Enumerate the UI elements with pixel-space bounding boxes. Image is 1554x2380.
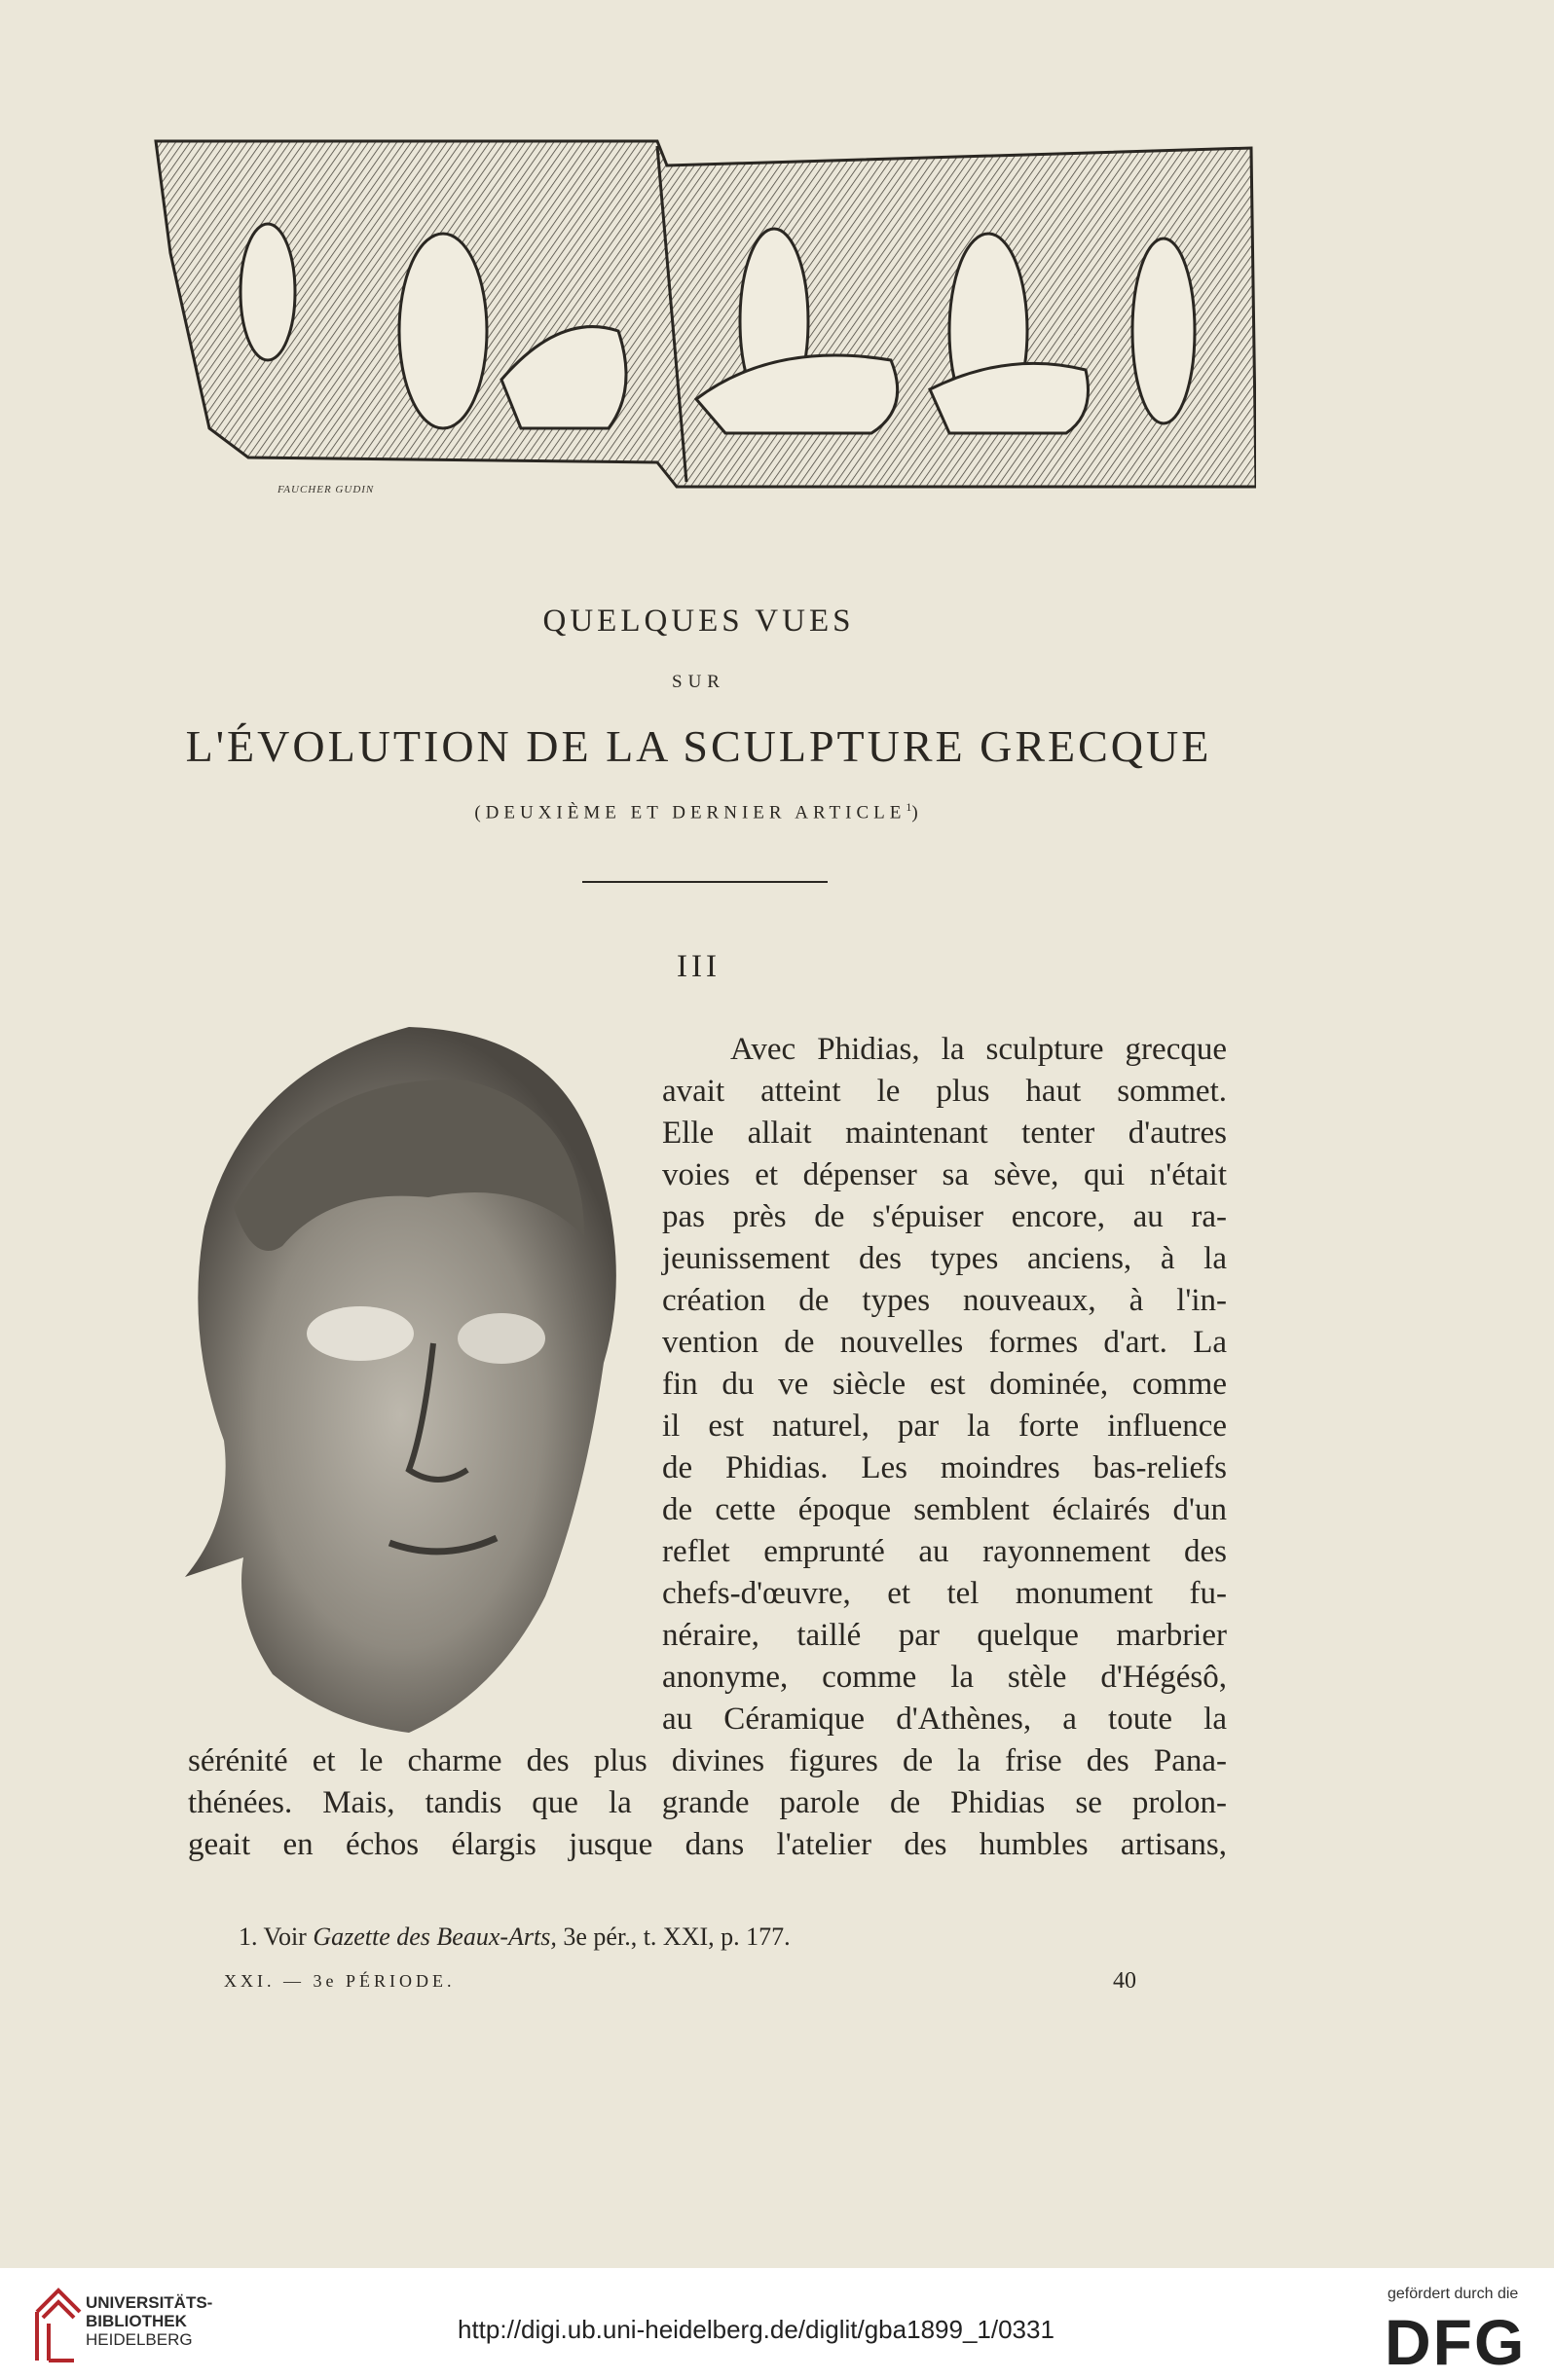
body-line: néraire, taillé par quelque marbrier [662, 1618, 1227, 1653]
page-number: 40 [1113, 1968, 1136, 1994]
body-line: reflet emprunté au rayonnement des [662, 1534, 1227, 1569]
footnote: 1. Voir Gazette des Beaux-Arts, 3e pér., t. XXI, p. 177. [239, 1922, 791, 1951]
body-line: voies et dépenser sa sève, qui n'était [662, 1157, 1227, 1192]
permalink[interactable]: http://digi.ub.uni-heidelberg.de/diglit/gba1899_1/0331 [458, 2315, 1054, 2344]
body-line: chefs-d'œuvre, et tel monument fu- [662, 1576, 1227, 1611]
title-line-1: QUELQUES VUES [542, 604, 855, 639]
frieze-illustration [151, 136, 1256, 496]
body-line: avait atteint le plus haut sommet. [662, 1074, 1227, 1109]
full-width-text [188, 1740, 1227, 1866]
body-line: sérénité et le charme des plus divines figures de la frise des Pana- [188, 1743, 1227, 1778]
body-column [662, 1029, 1227, 1740]
title-rule [582, 881, 828, 883]
body-line: thénées. Mais, tandis que la grande parole de Phidias se prolon- [188, 1785, 1227, 1820]
body-line: anonyme, comme la stèle d'Hégésô, [662, 1660, 1227, 1695]
article-title: L'ÉVOLUTION DE LA SCULPTURE GRECQUE [185, 721, 1212, 771]
body-line: Avec Phidias, la sculpture grecque [730, 1032, 1227, 1067]
body-line: vention de nouvelles formes d'art. La [662, 1325, 1227, 1360]
library-name: UNIVERSITÄTS- BIBLIOTHEK HEIDELBERG [86, 2293, 213, 2349]
body-line: Elle allait maintenant tenter d'autres [662, 1116, 1227, 1151]
body-line: jeunissement des types anciens, à la [662, 1241, 1227, 1276]
body-line: création de types nouveaux, à l'in- [662, 1283, 1227, 1318]
library-logo-icon [29, 2283, 88, 2368]
illustrator-signature: FAUCHER GUDIN [278, 484, 375, 495]
footnote-ref: 1 [906, 800, 912, 814]
body-line: il est naturel, par la forte influence [662, 1409, 1227, 1444]
dfg-logo: DFG [1385, 2306, 1527, 2378]
funding-note: gefördert durch die [1388, 2286, 1519, 2302]
body-line: pas près de s'épuiser encore, au ra- [662, 1199, 1227, 1234]
body-line: au Céramique d'Athènes, a toute la [662, 1702, 1227, 1737]
body-line: de Phidias. Les moindres bas-reliefs [662, 1450, 1227, 1485]
section-number: III [677, 949, 721, 984]
body-line: geait en échos élargis jusque dans l'atelier des humbles artisans, [188, 1827, 1227, 1862]
body-line: fin du ve siècle est dominée, comme [662, 1367, 1227, 1402]
sculpture-head-photo [175, 1012, 643, 1752]
title-line-2: SUR [672, 672, 725, 692]
body-line: de cette époque semblent éclairés d'un [662, 1492, 1227, 1527]
article-subtitle: (DEUXIÈME ET DERNIER ARTICLE$^1$) [474, 800, 923, 824]
running-footer: XXI. — 3e PÉRIODE. [224, 1971, 456, 1991]
